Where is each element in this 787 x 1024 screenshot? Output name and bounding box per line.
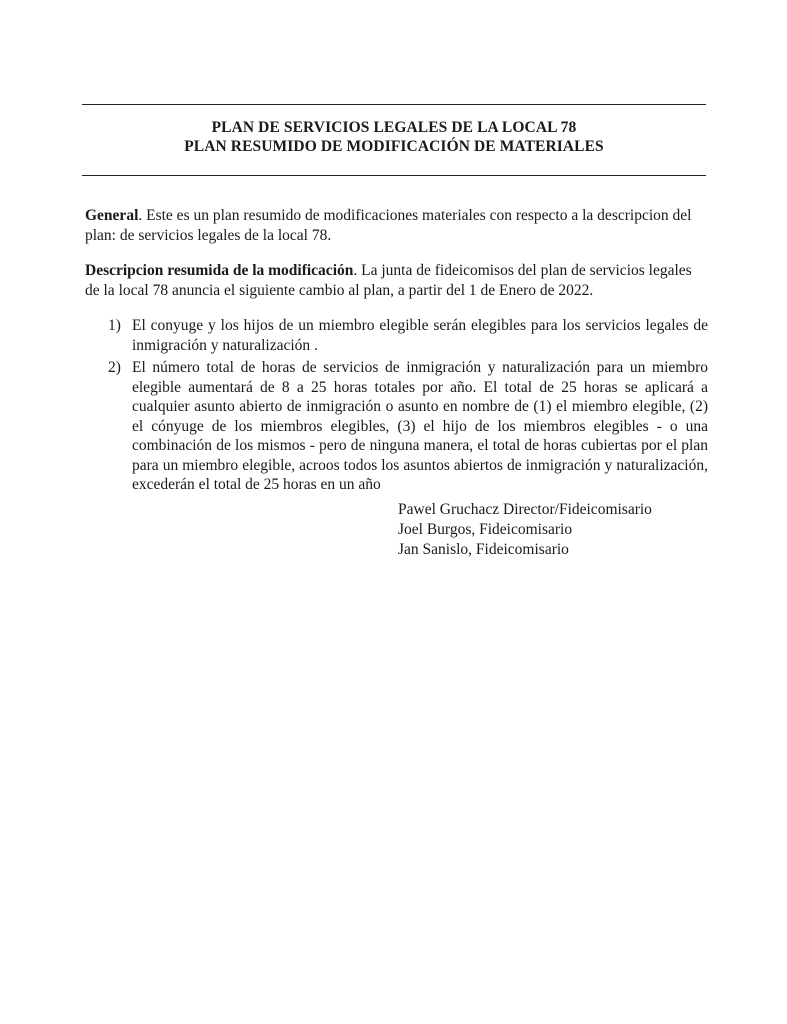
summary-label: Descripcion resumida de la modificación (85, 262, 354, 279)
signatory-1: Pawel Gruchacz Director/Fideicomisario (398, 501, 652, 518)
list-item-number: 1) (108, 317, 121, 334)
summary-text: . La junta de fideicomisos del plan de servicios legales de la local 78 anuncia el siguiente cambio al plan, a partir del 1 de Enero de 2022. (85, 262, 692, 299)
changes-list (108, 316, 708, 498)
list-item-number: 2) (108, 359, 121, 376)
list-item (108, 316, 708, 355)
summary-paragraph (85, 261, 707, 300)
general-label: General (85, 207, 139, 224)
list-item (108, 358, 708, 495)
signature-block (398, 500, 652, 560)
bottom-divider (82, 175, 706, 176)
signatory-3: Jan Sanislo, Fideicomisario (398, 541, 569, 558)
title-line-1: PLAN DE SERVICIOS LEGALES DE LA LOCAL 78 (211, 119, 577, 136)
general-text: . Este es un plan resumido de modificaciones materiales con respecto a la descripcion del plan: de servicios legales de la local 78. (85, 207, 692, 244)
top-divider (82, 104, 706, 105)
document-title (82, 118, 706, 156)
list-item-text: El número total de horas de servicios de inmigración y naturalización para un miembro elegible aumentará de 8 a 25 horas totales por año. El total de 25 horas se aplicará a cualquier asunto abierto de inmigración o asunto en nombre de (1) el miembro elegible, (2) el cónyuge de los miembros elegibles, (3) el hijo de los miembros elegibles - o una combinación de los mismos - pero de ninguna manera, el total de horas cubiertas por el plan para un miembro elegible, acroos todos los asuntos abiertos de inmigración y naturalización, excederán el total de 25 horas en un año (132, 359, 708, 493)
general-paragraph (85, 206, 707, 245)
title-line-2: PLAN RESUMIDO DE MODIFICACIÓN DE MATERIALES (184, 138, 604, 155)
list-item-text: El conyuge y los hijos de un miembro elegible serán elegibles para los servicios legales de inmigración y naturalización . (132, 317, 708, 354)
signatory-2: Joel Burgos, Fideicomisario (398, 521, 573, 538)
